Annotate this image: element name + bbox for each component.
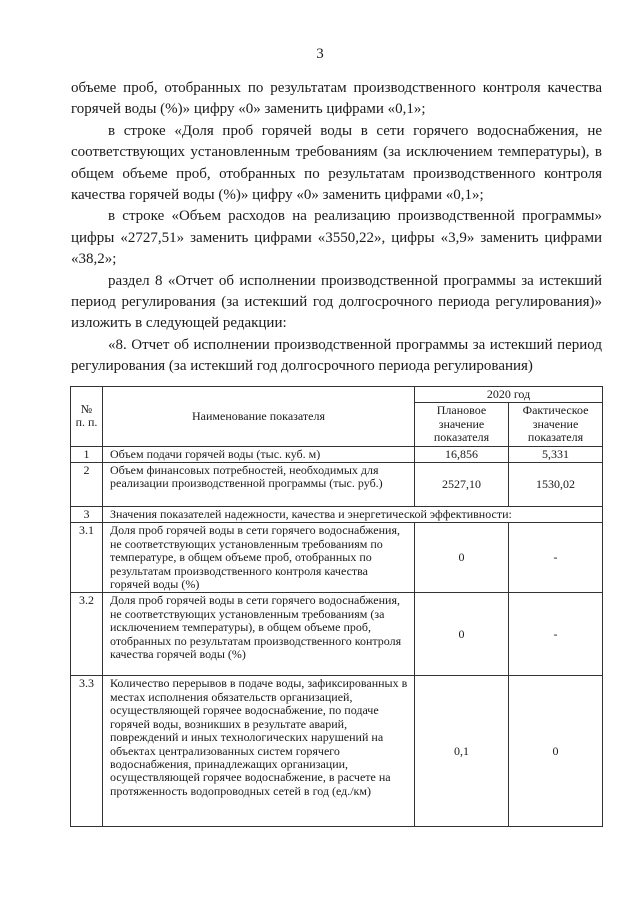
row-name: Объем финансовых потребностей, необходимых для реализации производственной программы (тыс. руб.) xyxy=(103,463,415,507)
row-name: Количество перерывов в подаче воды, зафиксированных в местах исполнения обязательств организацией, осуществляющей горячее водоснабжение, по подаче горячей воды, возникших в результате аварий, повреждений и иных технологических нарушений на объектах централизованных систем горячего водоснабжения, принадлежащих организации, осуществляющей горячее водоснабжение, в расчете на протяженность водопроводных сетей в год (ед./км) xyxy=(103,676,415,827)
header-num: № п. п. xyxy=(71,387,103,447)
row-planned: 16,856 xyxy=(415,446,509,462)
document-body xyxy=(71,78,602,378)
row-name: Объем подачи горячей воды (тыс. куб. м) xyxy=(103,446,415,462)
table-row xyxy=(71,523,603,593)
row-num: 3 xyxy=(71,507,103,523)
header-name: Наименование показателя xyxy=(103,387,415,447)
row-actual: 5,331 xyxy=(509,446,603,462)
report-table xyxy=(70,386,603,827)
header-year: 2020 год xyxy=(415,387,603,403)
table-row xyxy=(71,446,603,462)
row-name: Доля проб горячей воды в сети горячего водоснабжения, не соответствующих установленным требованиям (за исключением температуры), в общем объеме проб, отобранных по результатам производственного контроля качества горячей воды (%) xyxy=(103,593,415,676)
paragraph-2: в строке «Доля проб горячей воды в сети горячего водоснабжения, не соответствующих установленным требованиям (за исключением температуры), в общем объеме проб, отобранных по результатам производственного контроля качества горячей воды (%)» цифру «0» заменить цифрами «0,1»; xyxy=(71,122,602,204)
table-row xyxy=(71,593,603,676)
row-name: Доля проб горячей воды в сети горячего водоснабжения, не соответствующих установленным требованиям по температуре, в общем объеме проб, отобранных по результатам производственного контроля качества горячей воды (%) xyxy=(103,523,415,593)
page-number: 3 xyxy=(316,46,324,62)
paragraph-3: в строке «Объем расходов на реализацию производственной программы» цифры «2727,51» заменить цифрами «3550,22», цифры «3,9» заменить цифрами «38,2»; xyxy=(71,208,602,268)
row-actual: - xyxy=(509,593,603,676)
row-num: 3.1 xyxy=(71,523,103,593)
paragraph-4: раздел 8 «Отчет об исполнении производственной программы за истекший период регулирования (за истекший год долгосрочного периода регулирования)» изложить в следующей редакции: xyxy=(71,272,602,332)
row-actual: 1530,02 xyxy=(509,463,603,507)
row-num: 2 xyxy=(71,463,103,507)
header-actual: Фактическое значение показателя xyxy=(509,403,603,446)
section-heading: «8. Отчет об исполнении производственной программы за истекший период регулирования (за истекший год долгосрочного периода регулирования) xyxy=(71,336,602,375)
row-actual: 0 xyxy=(509,676,603,827)
paragraph-1: объеме проб, отобранных по результатам производственного контроля качества горячей воды (%)» цифру «0» заменить цифрами «0,1»; xyxy=(71,80,602,118)
row-planned: 2527,10 xyxy=(415,463,509,507)
row-planned: 0 xyxy=(415,593,509,676)
row-actual: - xyxy=(509,523,603,593)
row-num: 3.3 xyxy=(71,676,103,827)
table-row xyxy=(71,676,603,827)
row-num: 3.2 xyxy=(71,593,103,676)
row-planned: 0 xyxy=(415,523,509,593)
row-name: Значения показателей надежности, качества и энергетической эффективности: xyxy=(103,507,603,523)
row-num: 1 xyxy=(71,446,103,462)
table-header-row xyxy=(71,387,603,403)
table-row xyxy=(71,463,603,507)
header-planned: Плановое значение показателя xyxy=(415,403,509,446)
row-planned: 0,1 xyxy=(415,676,509,827)
table-row xyxy=(71,507,603,523)
